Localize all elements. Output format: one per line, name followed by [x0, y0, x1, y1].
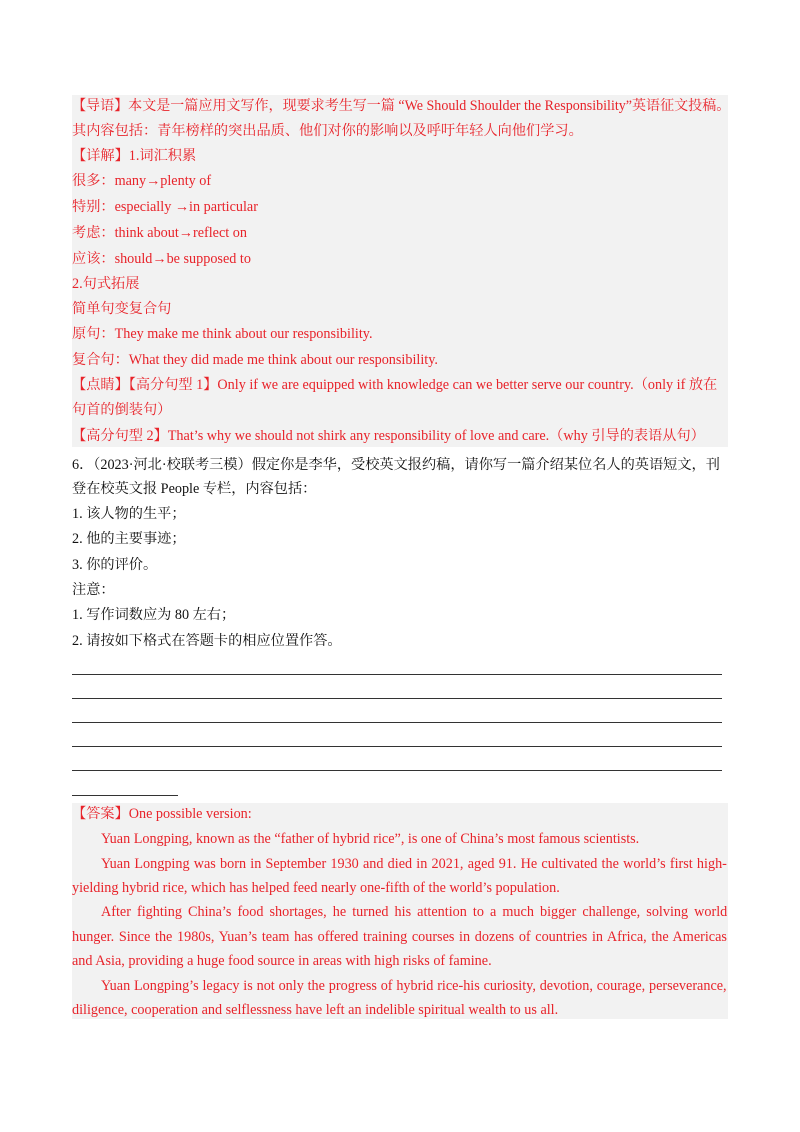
answer-heading: 【答案】One possible version:: [72, 806, 252, 822]
highlight-pattern-2: 【高分句型 2】That’s why we should not shirk any responsibility of love and care.（why 引导的表语从句）: [72, 428, 705, 444]
note-heading: 注意：: [72, 582, 115, 598]
writing-line[interactable]: [72, 770, 722, 771]
answer-line: diligence, cooperation and selflessness have left an indelible spiritual wealth to us all.: [72, 1002, 559, 1018]
writing-line[interactable]: [72, 722, 722, 723]
question-line-2: 登在校英文报 People 专栏，内容包括：: [72, 481, 317, 497]
answer-line: yielding hybrid rice, which has helped feed nearly one-fifth of the world’s population.: [72, 880, 560, 896]
vocab-item: 考虑：think about→reflect on: [72, 225, 247, 241]
question-line-1: 6．（2023·河北·校联考三模）假定你是李华，受校英文报约稿，请你写一篇介绍某位名人的英语短文，刊: [72, 457, 720, 473]
intro-line-1: 【导语】本文是一篇应用文写作，现要求考生写一篇 “We Should Shoulder the Responsibility”英语征文投稿。: [72, 98, 731, 114]
writing-line[interactable]: [72, 698, 722, 699]
answer-line: Yuan Longping was born in September 1930 and died in 2021, aged 91. He cultivated the world’s first high-: [101, 856, 727, 872]
answer-line: and Asia, providing a huge food source in areas with high risks of famine.: [72, 953, 492, 969]
note-item: 1. 写作词数应为 80 左右；: [72, 607, 236, 623]
vocab-item: 很多：many→plenty of: [72, 173, 212, 189]
writing-line[interactable]: [72, 674, 722, 675]
vocab-item: 特别：especially →in particular: [72, 199, 258, 215]
answer-line: Yuan Longping, known as the “father of hybrid rice”, is one of China’s most famous scientists.: [101, 831, 640, 847]
answer-line: Yuan Longping’s legacy is not only the progress of hybrid rice-his curiosity, devotion, courage, perseverance,: [101, 978, 727, 994]
sentence-subheading: 简单句变复合句: [72, 301, 172, 317]
writing-line-short[interactable]: [72, 795, 178, 796]
answer-line: After fighting China’s food shortages, he turned his attention to a much bigger challenge, solving world: [101, 904, 728, 920]
requirement-item: 3. 你的评价。: [72, 557, 158, 573]
detail-heading: 【详解】1.词汇积累: [72, 148, 197, 164]
vocab-item: 应该：should→be supposed to: [72, 251, 251, 267]
intro-line-2: 其内容包括：青年榜样的突出品质、他们对你的影响以及呼吁年轻人向他们学习。: [72, 123, 583, 139]
sentence-heading: 2.句式拓展: [72, 276, 140, 292]
original-sentence: 原句：They make me think about our responsibility.: [72, 326, 373, 342]
writing-line[interactable]: [72, 746, 722, 747]
highlight-pattern-1: 【点睛】【高分句型 1】Only if we are equipped with knowledge can we better serve our country.（only if 放在: [72, 377, 718, 393]
note-item: 2. 请按如下格式在答题卡的相应位置作答。: [72, 633, 342, 649]
answer-line: hunger. Since the 1980s, Yuan’s team has offered training courses in dozens of countries in Africa, the Americas: [72, 929, 727, 945]
requirement-item: 2. 他的主要事迹；: [72, 531, 186, 547]
requirement-item: 1. 该人物的生平；: [72, 506, 186, 522]
compound-sentence: 复合句：What they did made me think about our responsibility.: [72, 352, 438, 368]
highlight-pattern-1-cont: 句首的倒装句）: [72, 402, 172, 418]
